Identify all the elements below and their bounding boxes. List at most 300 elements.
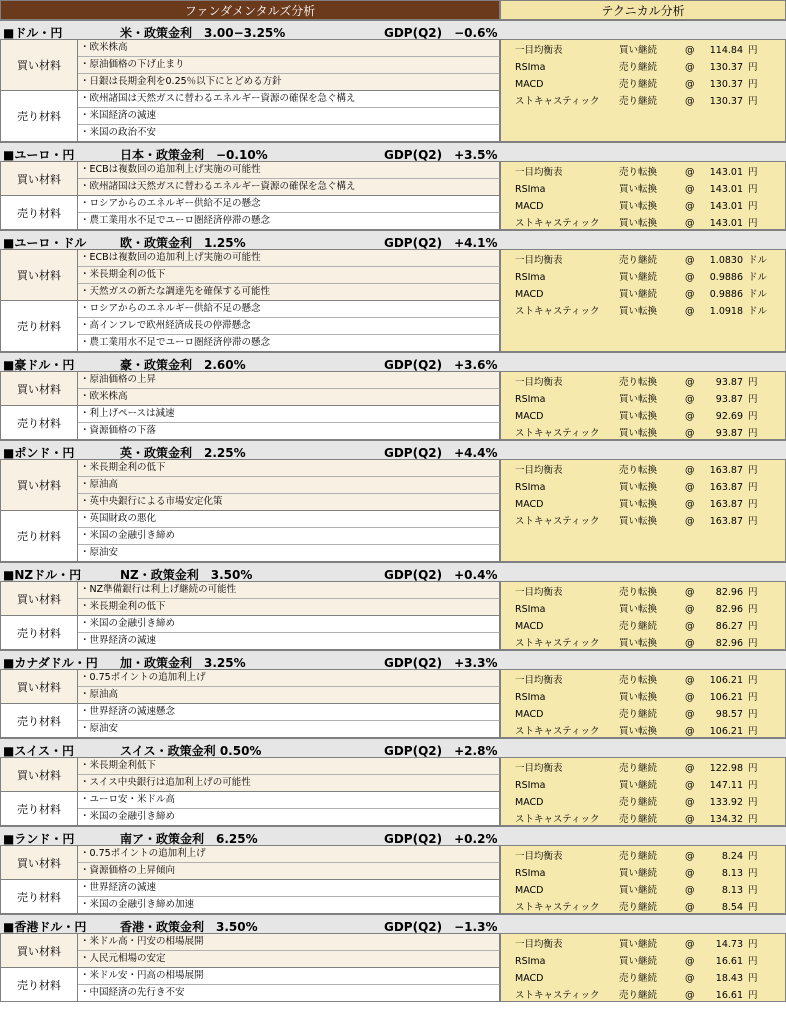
technical-row xyxy=(501,286,786,303)
buy-factor-item: ・原油価格の下げ止まり xyxy=(78,57,500,74)
indicator-name: MACD xyxy=(515,79,544,90)
sell-factors xyxy=(0,616,500,650)
indicator-name: RSIma xyxy=(515,184,546,195)
signal-value: 買い継続 xyxy=(619,939,658,950)
sell-factor-item: ・高インフレで欧州経済成長の停滞懸念 xyxy=(78,318,500,335)
pair-name: ■豪ドル・円 xyxy=(3,358,75,372)
technical-row xyxy=(501,760,786,777)
fundamentals-block xyxy=(0,758,500,826)
sell-label: 売り材料 xyxy=(0,196,78,229)
indicator-name: ストキャスティック xyxy=(515,428,600,439)
signal-value: 買い継続 xyxy=(619,885,658,896)
price-value: 82.96 xyxy=(715,604,743,615)
sell-factor-item: ・米国の政治不安 xyxy=(78,125,500,142)
fundamentals-header: ファンダメンタルズ分析 xyxy=(0,0,500,20)
buy-factors xyxy=(0,670,500,704)
buy-factor-item: ・米長期金利の低下 xyxy=(78,267,500,284)
signal-value: 売り転換 xyxy=(619,465,658,476)
price-value: 1.0830 xyxy=(709,255,743,266)
technical-block xyxy=(500,162,786,230)
section-header xyxy=(0,352,786,372)
price-value: 16.61 xyxy=(715,956,743,967)
at-sign: @ xyxy=(685,184,695,195)
buy-label: 買い材料 xyxy=(0,40,78,90)
policy-rate: 豪・政策金利 2.60% xyxy=(120,358,246,372)
buy-label: 買い材料 xyxy=(0,460,78,510)
signal-value: 買い転換 xyxy=(619,306,658,317)
signal-value: 買い転換 xyxy=(619,499,658,510)
buy-factor-item: ・NZ準備銀行は利上げ継続の可能性 xyxy=(78,582,500,599)
buy-label: 買い材料 xyxy=(0,250,78,300)
at-sign: @ xyxy=(685,377,695,388)
at-sign: @ xyxy=(685,956,695,967)
signal-value: 買い転換 xyxy=(619,692,658,703)
sell-factor-item: ・欧州諸国は天然ガスに替わるエネルギー資源の確保を急ぐ構え xyxy=(78,91,500,108)
price-value: 163.87 xyxy=(709,465,743,476)
gdp-growth: GDP(Q2) +0.4% xyxy=(384,568,498,582)
indicator-name: MACD xyxy=(515,797,544,808)
buy-factors xyxy=(0,460,500,511)
indicator-name: MACD xyxy=(515,709,544,720)
signal-value: 買い転換 xyxy=(619,201,658,212)
buy-factors xyxy=(0,846,500,880)
technical-row xyxy=(501,93,786,110)
at-sign: @ xyxy=(685,604,695,615)
sell-factor-item: ・米ドル安・円高の相場展開 xyxy=(78,968,500,985)
signal-value: 売り継続 xyxy=(619,763,658,774)
signal-value: 売り継続 xyxy=(619,621,658,632)
signal-value: 売り転換 xyxy=(619,167,658,178)
sell-factor-item: ・米国の金融引き締め xyxy=(78,809,500,826)
policy-rate: 南ア・政策金利 6.25% xyxy=(120,832,258,846)
fundamentals-block xyxy=(0,460,500,562)
buy-factor-item: ・米長期金利の低下 xyxy=(78,599,500,616)
currency-section xyxy=(0,826,786,914)
fundamentals-block xyxy=(0,934,500,1002)
buy-factor-item: ・欧州諸国は天然ガスに替わるエネルギー資源の確保を急ぐ構え xyxy=(78,179,500,196)
technical-row xyxy=(501,391,786,408)
sell-factor-item: ・中国経済の先行き不安 xyxy=(78,985,500,1002)
price-unit: 円 xyxy=(748,675,758,686)
price-value: 82.96 xyxy=(715,587,743,598)
price-value: 93.87 xyxy=(715,428,743,439)
technical-row xyxy=(501,987,786,1004)
sell-factor-item: ・世界経済の減速 xyxy=(78,880,500,897)
price-value: 143.01 xyxy=(709,184,743,195)
sell-label: 売り材料 xyxy=(0,91,78,141)
sell-label: 売り材料 xyxy=(0,880,78,913)
pair-name: ■ユーロ・ドル xyxy=(3,236,87,250)
sell-factor-item: ・世界経済の減速 xyxy=(78,633,500,650)
price-value: 163.87 xyxy=(709,516,743,527)
policy-rate: 加・政策金利 3.25% xyxy=(120,656,246,670)
buy-label: 買い材料 xyxy=(0,582,78,615)
currency-section xyxy=(0,440,786,562)
technical-row xyxy=(501,408,786,425)
price-unit: 円 xyxy=(748,516,758,527)
technical-row xyxy=(501,479,786,496)
price-value: 82.96 xyxy=(715,638,743,649)
at-sign: @ xyxy=(685,411,695,422)
at-sign: @ xyxy=(685,465,695,476)
indicator-name: 一目均衡表 xyxy=(515,851,563,862)
fundamentals-block xyxy=(0,372,500,440)
signal-value: 買い転換 xyxy=(619,482,658,493)
technical-row xyxy=(501,936,786,953)
buy-factor-item: ・人民元相場の安定 xyxy=(78,951,500,968)
price-value: 92.69 xyxy=(715,411,743,422)
indicator-name: 一目均衡表 xyxy=(515,45,563,56)
price-unit: ドル xyxy=(748,289,768,300)
signal-value: 買い転換 xyxy=(619,394,658,405)
indicator-name: ストキャスティック xyxy=(515,96,600,107)
at-sign: @ xyxy=(685,726,695,737)
technical-block xyxy=(500,934,786,1002)
technical-row xyxy=(501,269,786,286)
indicator-name: 一目均衡表 xyxy=(515,167,563,178)
currency-section xyxy=(0,650,786,738)
fundamentals-block xyxy=(0,846,500,914)
buy-factors xyxy=(0,40,500,91)
at-sign: @ xyxy=(685,797,695,808)
price-unit: 円 xyxy=(748,45,758,56)
price-value: 0.9886 xyxy=(709,272,743,283)
price-value: 134.32 xyxy=(709,814,743,825)
indicator-name: RSIma xyxy=(515,394,546,405)
sell-factors xyxy=(0,91,500,142)
technical-row xyxy=(501,584,786,601)
gdp-growth: GDP(Q2) +4.1% xyxy=(384,236,498,250)
section-header xyxy=(0,230,786,250)
signal-value: 買い転換 xyxy=(619,726,658,737)
price-unit: 円 xyxy=(748,990,758,1001)
at-sign: @ xyxy=(685,675,695,686)
section-header xyxy=(0,650,786,670)
price-value: 1.0918 xyxy=(709,306,743,317)
at-sign: @ xyxy=(685,428,695,439)
indicator-name: MACD xyxy=(515,289,544,300)
at-sign: @ xyxy=(685,638,695,649)
signal-value: 買い継続 xyxy=(619,272,658,283)
buy-label: 買い材料 xyxy=(0,934,78,967)
price-value: 106.21 xyxy=(709,675,743,686)
price-unit: 円 xyxy=(748,465,758,476)
indicator-name: RSIma xyxy=(515,482,546,493)
buy-factor-item: ・原油高 xyxy=(78,477,500,494)
indicator-name: ストキャスティック xyxy=(515,990,600,1001)
indicator-name: RSIma xyxy=(515,604,546,615)
buy-factors xyxy=(0,372,500,406)
technical-row xyxy=(501,953,786,970)
fundamentals-block xyxy=(0,250,500,352)
signal-value: 買い転換 xyxy=(619,184,658,195)
price-value: 163.87 xyxy=(709,482,743,493)
signal-value: 売り継続 xyxy=(619,96,658,107)
sell-label: 売り材料 xyxy=(0,792,78,825)
price-unit: 円 xyxy=(748,499,758,510)
section-header xyxy=(0,20,786,40)
technical-row xyxy=(501,777,786,794)
price-unit: 円 xyxy=(748,377,758,388)
buy-label: 買い材料 xyxy=(0,162,78,195)
price-value: 8.54 xyxy=(721,902,743,913)
sell-factor-item: ・世界経済の減速懸念 xyxy=(78,704,500,721)
price-value: 114.84 xyxy=(709,45,743,56)
fundamentals-block xyxy=(0,670,500,738)
price-unit: 円 xyxy=(748,763,758,774)
signal-value: 買い継続 xyxy=(619,868,658,879)
price-value: 130.37 xyxy=(709,62,743,73)
price-value: 106.21 xyxy=(709,726,743,737)
price-value: 16.61 xyxy=(715,990,743,1001)
buy-factor-item: ・米長期金利低下 xyxy=(78,758,500,775)
indicator-name: MACD xyxy=(515,621,544,632)
price-value: 147.11 xyxy=(709,780,743,791)
price-unit: 円 xyxy=(748,411,758,422)
technical-block xyxy=(500,582,786,650)
at-sign: @ xyxy=(685,885,695,896)
sell-factors xyxy=(0,301,500,352)
at-sign: @ xyxy=(685,939,695,950)
technical-row xyxy=(501,181,786,198)
price-unit: 円 xyxy=(748,797,758,808)
pair-name: ■ドル・円 xyxy=(3,26,63,40)
price-value: 98.57 xyxy=(715,709,743,720)
indicator-name: MACD xyxy=(515,885,544,896)
currency-section xyxy=(0,914,786,1002)
sell-factors xyxy=(0,196,500,230)
at-sign: @ xyxy=(685,763,695,774)
at-sign: @ xyxy=(685,902,695,913)
at-sign: @ xyxy=(685,306,695,317)
sell-factor-item: ・米国の金融引き締め xyxy=(78,616,500,633)
at-sign: @ xyxy=(685,255,695,266)
price-unit: 円 xyxy=(748,638,758,649)
buy-label: 買い材料 xyxy=(0,372,78,405)
technical-row xyxy=(501,462,786,479)
indicator-name: ストキャスティック xyxy=(515,638,600,649)
at-sign: @ xyxy=(685,289,695,300)
signal-value: 買い継続 xyxy=(619,45,658,56)
technical-block xyxy=(500,758,786,826)
technical-row xyxy=(501,513,786,530)
price-unit: 円 xyxy=(748,201,758,212)
sell-factor-item: ・資源価格の下落 xyxy=(78,423,500,440)
buy-factor-item: ・原油価格の上昇 xyxy=(78,372,500,389)
at-sign: @ xyxy=(685,516,695,527)
technical-row xyxy=(501,794,786,811)
price-unit: 円 xyxy=(748,851,758,862)
policy-rate: 香港・政策金利 3.50% xyxy=(120,920,258,934)
signal-value: 買い転換 xyxy=(619,638,658,649)
currency-section xyxy=(0,738,786,826)
sell-factor-item: ・ユーロ安・米ドル高 xyxy=(78,792,500,809)
at-sign: @ xyxy=(685,692,695,703)
technical-block xyxy=(500,846,786,914)
technical-row xyxy=(501,865,786,882)
indicator-name: ストキャスティック xyxy=(515,726,600,737)
price-unit: 円 xyxy=(748,885,758,896)
signal-value: 売り継続 xyxy=(619,814,658,825)
price-unit: 円 xyxy=(748,587,758,598)
signal-value: 売り継続 xyxy=(619,709,658,720)
sell-factor-item: ・ロシアからのエネルギー供給不足の懸念 xyxy=(78,301,500,318)
technical-row xyxy=(501,59,786,76)
at-sign: @ xyxy=(685,587,695,598)
signal-value: 買い転換 xyxy=(619,428,658,439)
at-sign: @ xyxy=(685,45,695,56)
price-unit: 円 xyxy=(748,868,758,879)
currency-section xyxy=(0,352,786,440)
gdp-growth: GDP(Q2) +3.5% xyxy=(384,148,498,162)
price-value: 86.27 xyxy=(715,621,743,632)
technical-row xyxy=(501,882,786,899)
buy-factors xyxy=(0,582,500,616)
buy-factor-item: ・スイス中央銀行は追加利上げの可能性 xyxy=(78,775,500,792)
indicator-name: MACD xyxy=(515,411,544,422)
technical-row xyxy=(501,198,786,215)
gdp-growth: GDP(Q2) +3.6% xyxy=(384,358,498,372)
fundamentals-block xyxy=(0,162,500,230)
section-header xyxy=(0,562,786,582)
price-unit: 円 xyxy=(748,62,758,73)
gdp-growth: GDP(Q2) +4.4% xyxy=(384,446,498,460)
buy-factor-item: ・原油高 xyxy=(78,687,500,704)
sell-factor-item: ・農工業用水不足でユーロ圏経済停滞の懸念 xyxy=(78,335,500,352)
technical-block xyxy=(500,460,786,562)
buy-factor-item: ・ECBは複数回の追加利上げ実施の可能性 xyxy=(78,162,500,179)
at-sign: @ xyxy=(685,167,695,178)
buy-factor-item: ・0.75ポイントの追加利上げ xyxy=(78,670,500,687)
currency-section xyxy=(0,142,786,230)
price-value: 133.92 xyxy=(709,797,743,808)
signal-value: 買い継続 xyxy=(619,956,658,967)
indicator-name: RSIma xyxy=(515,780,546,791)
indicator-name: ストキャスティック xyxy=(515,516,600,527)
sell-label: 売り材料 xyxy=(0,511,78,561)
sell-factors xyxy=(0,968,500,1002)
price-unit: 円 xyxy=(748,482,758,493)
policy-rate: スイス・政策金利 0.50% xyxy=(120,744,262,758)
indicator-name: 一目均衡表 xyxy=(515,377,563,388)
section-header xyxy=(0,440,786,460)
currency-section xyxy=(0,20,786,142)
indicator-name: MACD xyxy=(515,499,544,510)
sell-factors xyxy=(0,792,500,826)
gdp-growth: GDP(Q2) +3.3% xyxy=(384,656,498,670)
policy-rate: 欧・政策金利 1.25% xyxy=(120,236,246,250)
sell-factor-item: ・米国の金融引き締め加速 xyxy=(78,897,500,914)
signal-value: 売り継続 xyxy=(619,851,658,862)
price-value: 14.73 xyxy=(715,939,743,950)
buy-label: 買い材料 xyxy=(0,670,78,703)
indicator-name: 一目均衡表 xyxy=(515,587,563,598)
technical-row xyxy=(501,374,786,391)
price-unit: 円 xyxy=(748,692,758,703)
price-unit: 円 xyxy=(748,394,758,405)
currency-section xyxy=(0,230,786,352)
signal-value: 売り転換 xyxy=(619,587,658,598)
buy-factor-item: ・米長期金利の低下 xyxy=(78,460,500,477)
price-unit: 円 xyxy=(748,428,758,439)
sell-factor-item: ・原油安 xyxy=(78,545,500,562)
signal-value: 売り継続 xyxy=(619,973,658,984)
gdp-growth: GDP(Q2) −1.3% xyxy=(384,920,498,934)
signal-value: 買い継続 xyxy=(619,289,658,300)
technical-row xyxy=(501,252,786,269)
technical-block xyxy=(500,250,786,352)
buy-factor-item: ・0.75ポイントの追加利上げ xyxy=(78,846,500,863)
at-sign: @ xyxy=(685,272,695,283)
price-unit: 円 xyxy=(748,218,758,229)
price-value: 93.87 xyxy=(715,377,743,388)
technical-row xyxy=(501,970,786,987)
price-value: 143.01 xyxy=(709,167,743,178)
pair-name: ■スイス・円 xyxy=(3,744,74,758)
at-sign: @ xyxy=(685,218,695,229)
at-sign: @ xyxy=(685,814,695,825)
sell-label: 売り材料 xyxy=(0,406,78,439)
buy-factors xyxy=(0,758,500,792)
buy-factor-item: ・資源価格の上昇傾向 xyxy=(78,863,500,880)
at-sign: @ xyxy=(685,621,695,632)
sell-factor-item: ・米国経済の減速 xyxy=(78,108,500,125)
technical-row xyxy=(501,618,786,635)
price-unit: 円 xyxy=(748,814,758,825)
at-sign: @ xyxy=(685,499,695,510)
policy-rate: NZ・政策金利 3.50% xyxy=(120,568,253,582)
price-unit: 円 xyxy=(748,780,758,791)
at-sign: @ xyxy=(685,482,695,493)
gdp-growth: GDP(Q2) +2.8% xyxy=(384,744,498,758)
indicator-name: RSIma xyxy=(515,62,546,73)
gdp-growth: GDP(Q2) −0.6% xyxy=(384,26,498,40)
at-sign: @ xyxy=(685,868,695,879)
price-unit: 円 xyxy=(748,973,758,984)
price-unit: 円 xyxy=(748,956,758,967)
pair-name: ■ランド・円 xyxy=(3,832,75,846)
price-value: 163.87 xyxy=(709,499,743,510)
at-sign: @ xyxy=(685,780,695,791)
price-unit: 円 xyxy=(748,939,758,950)
sell-factors xyxy=(0,511,500,562)
sell-label: 売り材料 xyxy=(0,968,78,1001)
buy-factor-item: ・米ドル高・円安の相場展開 xyxy=(78,934,500,951)
indicator-name: 一目均衡表 xyxy=(515,255,563,266)
sell-factors xyxy=(0,406,500,440)
signal-value: 買い転換 xyxy=(619,218,658,229)
section-header xyxy=(0,142,786,162)
price-unit: ドル xyxy=(748,272,768,283)
sell-label: 売り材料 xyxy=(0,616,78,649)
price-unit: 円 xyxy=(748,902,758,913)
indicator-name: 一目均衡表 xyxy=(515,763,563,774)
indicator-name: RSIma xyxy=(515,868,546,879)
indicator-name: ストキャスティック xyxy=(515,218,600,229)
policy-rate: 日本・政策金利 −0.10% xyxy=(120,148,268,162)
buy-factor-item: ・天然ガスの新たな調達先を確保する可能性 xyxy=(78,284,500,301)
at-sign: @ xyxy=(685,990,695,1001)
signal-value: 買い継続 xyxy=(619,780,658,791)
policy-rate: 英・政策金利 2.25% xyxy=(120,446,246,460)
pair-name: ■ユーロ・円 xyxy=(3,148,75,162)
buy-factors xyxy=(0,162,500,196)
technical-block xyxy=(500,40,786,142)
indicator-name: 一目均衡表 xyxy=(515,465,563,476)
pair-name: ■NZドル・円 xyxy=(3,568,82,582)
indicator-name: RSIma xyxy=(515,272,546,283)
price-unit: 円 xyxy=(748,604,758,615)
